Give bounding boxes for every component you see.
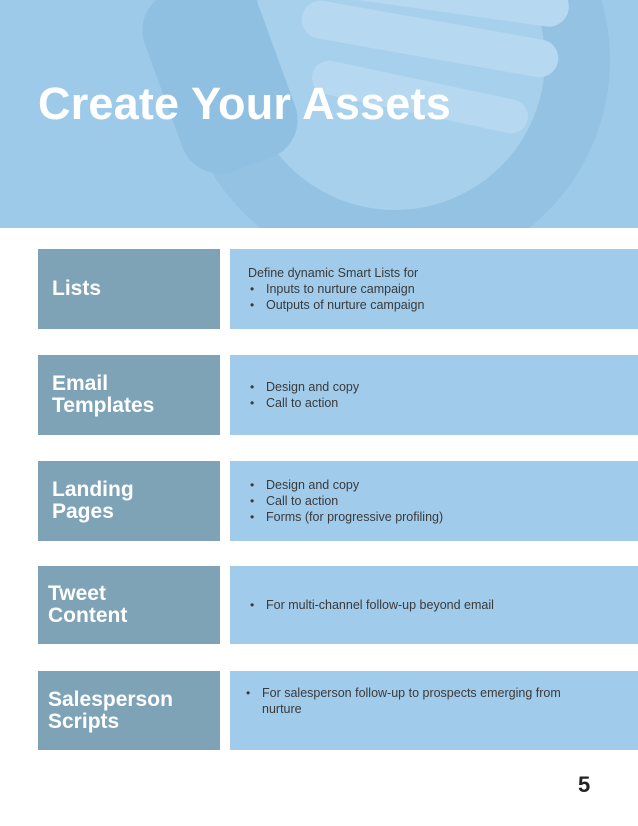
asset-content-box — [230, 355, 638, 435]
asset-row-landing-pages — [38, 461, 638, 541]
asset-label: Email Templates — [52, 372, 155, 417]
asset-row-salesperson-scripts — [38, 671, 638, 750]
asset-label-box — [38, 461, 220, 541]
asset-label-box — [38, 566, 220, 644]
bullet-item: • Call to action — [248, 395, 622, 411]
asset-label: Landing Pages — [52, 478, 134, 523]
asset-row-lists — [38, 249, 638, 329]
asset-label: Salesperson Scripts — [48, 687, 173, 733]
asset-content-box — [230, 671, 638, 750]
asset-content-box — [230, 461, 638, 541]
asset-row-tweet-content — [38, 566, 638, 644]
bullet-item: • Design and copy — [248, 379, 622, 395]
header-banner — [0, 0, 638, 228]
bullet-item: • For salesperson follow-up to prospects emerging from nurture — [244, 685, 598, 717]
bullet-item: • Call to action — [248, 493, 622, 509]
asset-label-box — [38, 355, 220, 435]
asset-label-box — [38, 671, 220, 750]
bullet-item: • Outputs of nurture campaign — [248, 297, 622, 313]
asset-intro-text: Define dynamic Smart Lists for — [248, 266, 419, 280]
asset-label-box — [38, 249, 220, 329]
bullet-list — [248, 281, 622, 313]
page-number: 5 — [578, 772, 591, 797]
bullet-list — [248, 597, 622, 613]
asset-content-box — [230, 249, 638, 329]
asset-label: Lists — [52, 277, 102, 300]
bullet-item: • Inputs to nurture campaign — [248, 281, 622, 297]
bullet-list — [248, 477, 622, 525]
bullet-item: • Forms (for progressive profiling) — [248, 509, 622, 525]
bullet-list — [244, 685, 598, 717]
bullet-list — [248, 379, 622, 411]
asset-content-box — [230, 566, 638, 644]
bullet-item: • Design and copy — [248, 477, 622, 493]
bullet-item: • For multi-channel follow-up beyond email — [248, 597, 622, 613]
asset-row-email-templates — [38, 355, 638, 435]
asset-label: Tweet Content — [48, 582, 128, 627]
page-title: Create Your Assets — [38, 78, 451, 129]
